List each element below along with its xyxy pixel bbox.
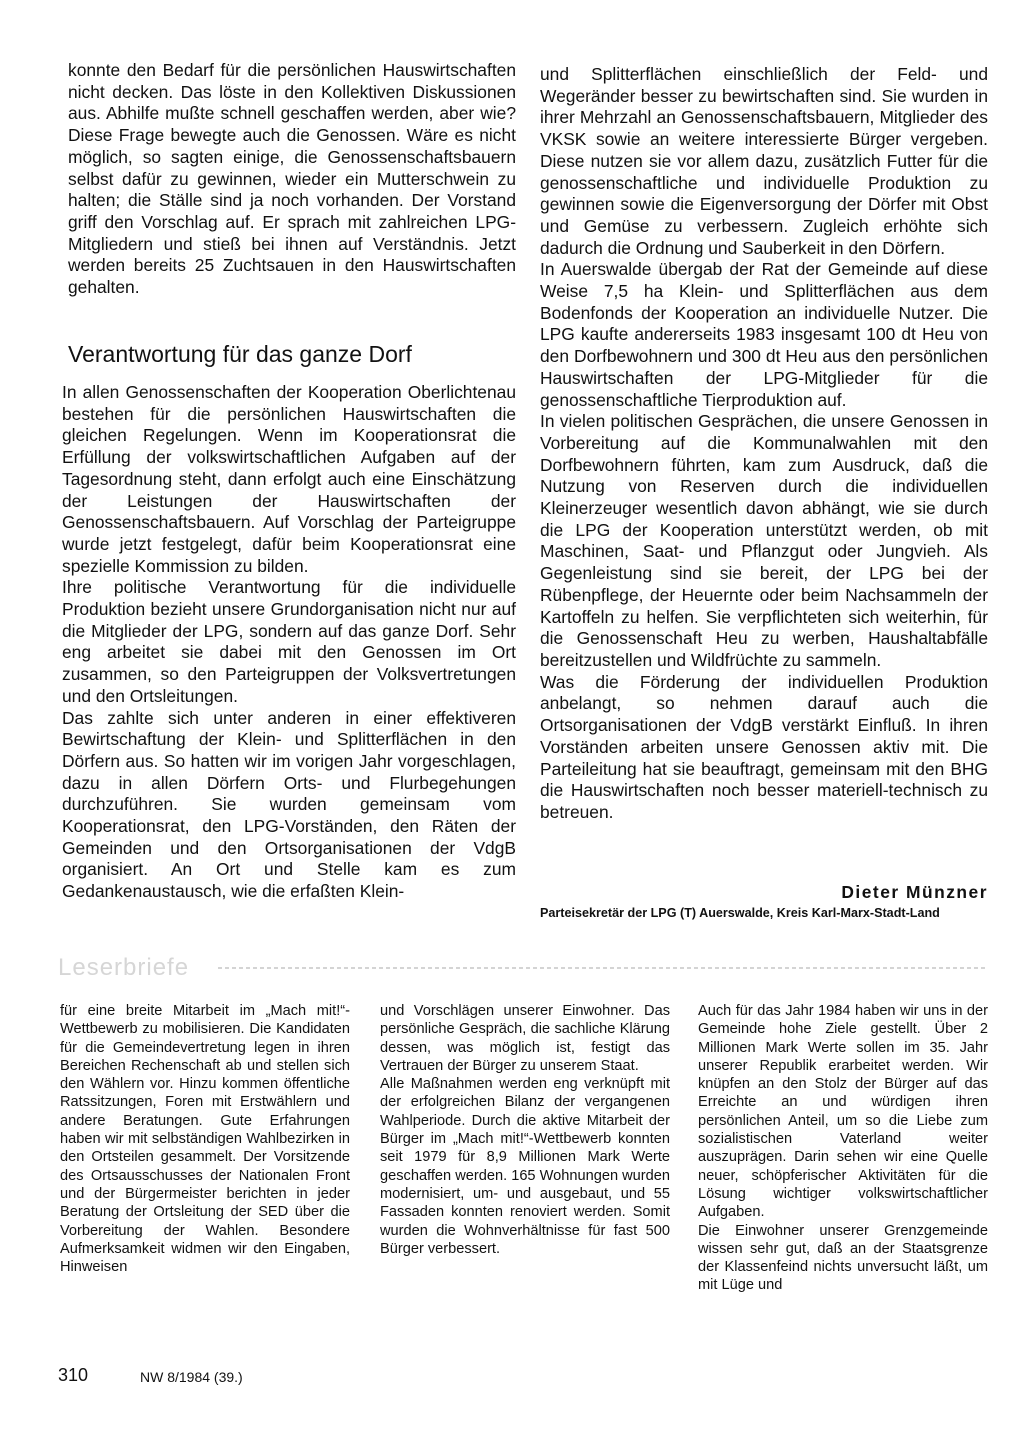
section-banner-rule [218,967,988,969]
top-left-column-continued [62,382,516,922]
issue-label: NW 8/1984 (39.) [140,1369,243,1385]
paragraph: für eine breite Mitarbeit im „Mach mit!“-Wettbewerb zu mobilisieren. Die Kandidaten für die Gemeindevertretung legen in ihren Bereichen Rechenschaft ab und stellen sich den Wählern vor. Hinzu kommen öffentliche Ratssitzungen, Foren mit Erstwählern und andere Beratungen. Gute Erfahrungen haben wir mit selbständigen Wahlbezirken in den Ortsteilen gesammelt. Der Vorsitzende des Ortsausschusses der Nationalen Front und der Bürgermeister berichten in jeder Beratung der Ortsleitung der SED über die Vorbereitung der Wahlen. Besondere Aufmerksamkeit widmen wir den Eingaben, Hinweisen [60,1003,350,1276]
paragraph: Alle Maßnahmen werden eng verknüpft mit der erfolgreichen Bilanz der vergangenen Wahlperiode. Durch die aktive Mitarbeit der Bürger im „Mach mit!“-Wettbewerb konnten seit 1979 für 8,9 Millionen Mark Werte geschaffen werden. 165 Wohnungen wurden modernisiert, um- und ausgebaut, und 55 Fassaden konnten renoviert werden. Somit wurden die Wohnverhältnisse für fast 500 Bürger verbessert. [380,1076,670,1257]
bottom-column-2 [380,1002,670,1332]
paragraph: Auch für das Jahr 1984 haben wir uns in der Gemeinde hohe Ziele gestellt. Über 2 Millionen Mark Werte sollen im 35. Jahr unserer Republik erarbeitet werden. Wir knüpfen an den Stolz der Bürger auf das Erreichte an und würdigen ihren persönlichen Anteil, um so die Liebe zum sozialistischen Vaterland weiter auszuprägen. Darin sehen wir eine Quelle neuer, schöpferischer Aktivitäten für die Lösung wichtiger volkswirtschaftlicher Aufgaben. [698,1003,988,1221]
section-banner [58,954,988,980]
bottom-column-1 [60,1002,350,1332]
paragraph: und Splitterflächen einschließlich der Feld- und Wegeränder besser zu bewirtschaften sind. Sie wurden in ihrer Mehrzahl an Genossenschaftsbauern, Mitglieder des VKSK sowie an weitere interessierte Bürger vergeben. Diese nutzen sie vor allem dazu, zusätzlich Futter für die genossenschaftliche und individuelle Produktion zu gewinnen sowie die Eigenversorgung der Dörfer mit Obst und Gemüse zu verbessern. Zugleich erhöhte sich dadurch die Ordnung und Sauberkeit in den Dörfern. [540,64,988,258]
paragraph: Ihre politische Verantwortung für die individuelle Produktion bezieht unsere Grundorganisation nicht nur auf die Mitglieder der LPG, sondern auf das ganze Dorf. Sehr eng arbeitet sie dabei mit den Genossen im Ort zusammen, so den Parteigruppen der Volksvertretungen und den Ortsleitungen. [62,577,516,706]
paragraph: In allen Genossenschaften der Kooperation Oberlichtenau bestehen für die persönlichen Hauswirtschaften die gleichen Regelungen. Wenn im Kooperationsrat die Erfüllung der volkswirtschaftlichen Aufgaben auf der Tagesordnung steht, dann erfolgt auch eine Einschätzung der Leistungen der Hauswirtschaften der Genossenschaftsbauern. Auf Vorschlag der Parteigruppe wurde jetzt festgelegt, dafür beim Kooperationsrat eine spezielle Kommission zu bilden. [62,382,516,576]
top-left-column [68,60,516,322]
paragraph: In vielen politischen Gesprächen, die unsere Genossen in Vorbereitung auf die Kommunalwahlen mit den Dorfbewohnern führten, kam zum Ausdruck, daß die Nutzung von Reserven durch die individuellen Kleinerzeuger wesentlich davon abhängt, wie sie durch die LPG der Kooperation unterstützt werden, ob mit Maschinen, Saat- und Pflanzgut oder Jungvieh. Als Gegenleistung sind sie bereit, der LPG bei der Rübenpflege, der Heuernte oder beim Nachsammeln der Kartoffeln zu helfen. Sie verpflichteten sich weiterhin, für die Genossenschaft Heu zu werben, Haushaltabfälle bereitzustellen und Wildfrüchte zu sammeln. [540,411,988,670]
author-name: Dieter Münzner [841,882,988,902]
page-number: 310 [58,1365,89,1385]
paragraph: Die Einwohner unserer Grenzgemeinde wissen sehr gut, daß an der Staatsgrenze der Klassenfeind nichts unversucht läßt, um mit Lüge und [698,1222,988,1294]
section-banner-label: Leserbriefe [58,954,190,981]
paragraph: Was die Förderung der individuellen Produktion anbelangt, so nehmen darauf auch die Ortsorganisationen der VdgB verstärkt Einfluß. In ihren Vorständen arbeiten unsere Genossen aktiv mit. Die Parteileitung hat sie beauftragt, gemeinsam mit den BHG die Hauswirtschaften noch besser materiell-technisch zu betreuen. [540,671,988,822]
paragraph: konnte den Bedarf für die persönlichen Hauswirtschaften nicht decken. Das löste in den Kollektiven Diskussionen aus. Abhilfe mußte schnell geschaffen werden, aber wie? Diese Frage bewegte auch die Genossen. Wäre es nicht möglich, so sagten einige, die Genossenschaftsbauern selbst dafür zu gewinnen, wieder ein Mutterschwein zu halten; die Ställe sind ja noch vorhanden. Der Vorstand griff den Vorschlag auf. Er sprach mit zahlreichen LPG-Mitgliedern und stieß bei ihnen auf Verständnis. Jetzt werden bereits 25 Zuchtsauen in den Hauswirtschaften gehalten. [68,60,516,298]
paragraph: und Vorschlägen unserer Einwohner. Das persönliche Gespräch, die sachliche Klärung dessen, was möglich ist, festigt das Vertrauen der Bürger zu unserem Staat. [380,1003,670,1074]
paragraph: In Auerswalde übergab der Rat der Gemeinde auf diese Weise 7,5 ha Klein- und Splitterflächen aus dem Bodenfonds der Kooperation an individuelle Nutzer. Die LPG kaufte andererseits 1983 insgesamt 100 dt Heu von den Dorfbewohnern und 300 dt Heu aus den persönlichen Hauswirtschaften der LPG-Mitglieder für die genossenschaftliche Tierproduktion auf. [540,259,988,410]
author-role: Parteisekretär der LPG (T) Auerswalde, Kreis Karl-Marx-Stadt-Land [540,906,940,920]
section-heading: Verantwortung für das ganze Dorf [68,341,412,367]
top-right-column [540,64,988,882]
paragraph: Das zahlte sich unter anderen in einer effektiveren Bewirtschaftung der Klein- und Splitterflächen in den Dörfern aus. So hatten wir im vorigen Jahr vorgeschlagen, dazu in allen Dörfern Orts- und Flurbegehungen durchzuführen. Sie wurden gemeinsam vom Kooperationsrat, den LPG-Vorständen, den Räten der Gemeinden und den Ortsorganisationen der VdgB organisiert. An Ort und Stelle kam es zum Gedankenaustausch, wie die erfaßten Klein- [62,707,516,902]
bottom-column-3 [698,1002,988,1342]
